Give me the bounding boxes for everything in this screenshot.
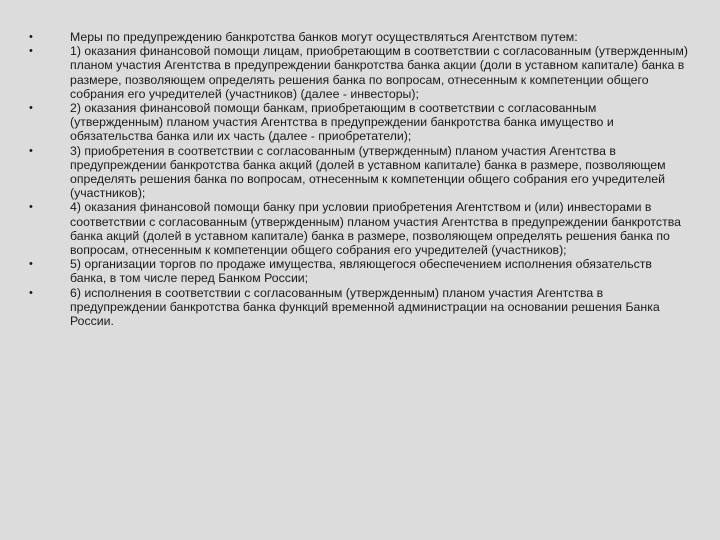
bullet-icon: •	[29, 286, 33, 299]
bullet-icon: •	[29, 31, 33, 43]
bullet-icon: •	[29, 258, 33, 271]
item-text: 4) оказания финансовой помощи банку при условии приобретения Агентством и (или) инвесторами в соответствии с согласованным (утвержденным) планом участия Агентства в предупреждении банкротства банка акций (долей в уставном капитале) банка в размере, позволяющем определять решения банка по вопросам, отнесенным к компетенции общего собрания его учредителей (участников);	[70, 200, 681, 258]
list-item	[20, 101, 688, 144]
list-item	[20, 200, 688, 257]
item-text: 5) организации торгов по продаже имущества, являющегося обеспечением исполнения обязательств банка, в том числе перед Банком России;	[70, 257, 652, 286]
item-text: Меры по предупреждению банкротства банков могут осуществляться Агентством путем:	[70, 30, 578, 44]
list-item	[20, 257, 688, 285]
item-text: 1) оказания финансовой помощи лицам, приобретающим в соответствии с согласованным (утвержденным) планом участия Агентства в предупреждении банкротства банка акции (доли в уставном капитале) банка в размере, позволяющем определять решения банка по вопросам, отнесенным к компетенции общего собрания его учредителей (участников) (далее - инвесторы);	[70, 44, 688, 101]
bullet-list	[20, 30, 688, 328]
bullet-icon: •	[29, 45, 33, 58]
bullet-icon: •	[29, 144, 33, 157]
list-item	[20, 144, 688, 201]
bullet-icon: •	[29, 102, 33, 115]
item-text: 2) оказания финансовой помощи банкам, приобретающим в соответствии с согласованным (утвержденным) планом участия Агентства в предупреждении банкротства банка имущество и обязательства банка или их часть (далее - приобретатели);	[70, 101, 614, 144]
bullet-icon: •	[29, 201, 33, 214]
item-text: 3) приобретения в соответствии с согласованным (утвержденным) планом участия Агентства в предупреждении банкротства банка акций (долей в уставном капитале) банка в размере, позволяющем определять решения банка по вопросам, отнесенным к компетенции общего собрания его учредителей (участников);	[70, 143, 666, 201]
list-item	[20, 44, 688, 101]
list-item	[20, 286, 688, 329]
item-text: 6) исполнения в соответствии с согласованным (утвержденным) планом участия Агентства в предупреждении банкротства банка функций временной администрации на основании решения Банка России.	[70, 285, 660, 329]
list-item	[20, 30, 688, 44]
